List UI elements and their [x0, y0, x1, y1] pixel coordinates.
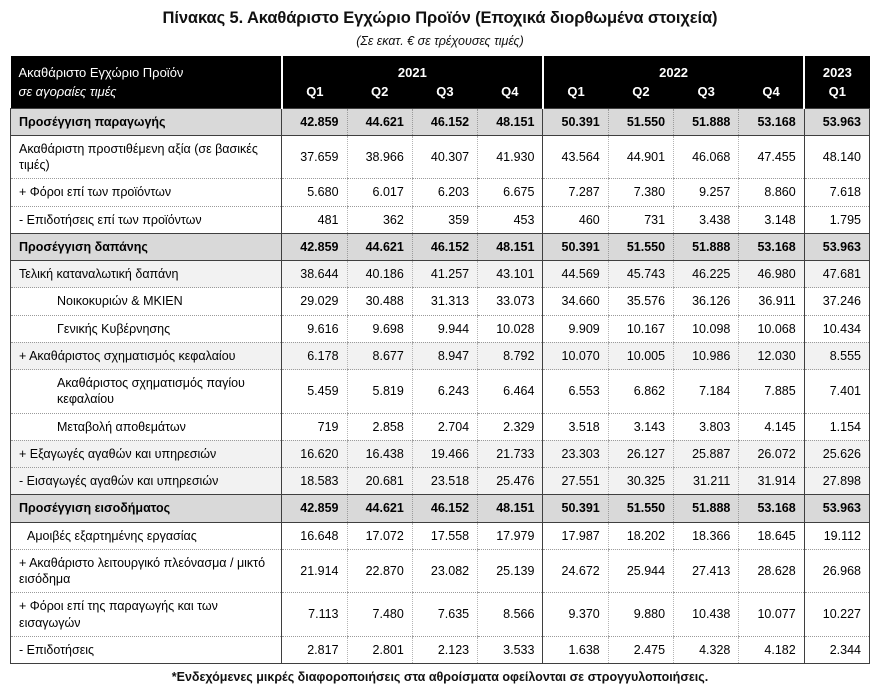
cell-value: 44.569 [543, 261, 608, 288]
page-title: Πίνακας 5. Ακαθάριστο Εγχώριο Προϊόν (Εποχικά διορθωμένα στοιχεία) [162, 9, 718, 27]
cell-value: 2.858 [347, 413, 412, 440]
table-row [11, 495, 870, 522]
cell-value: 42.859 [282, 233, 347, 260]
cell-value: 8.860 [739, 179, 804, 206]
cell-value: 10.005 [608, 342, 673, 369]
cell-value: 26.072 [739, 440, 804, 467]
cell-value: 4.145 [739, 413, 804, 440]
cell-value: 7.287 [543, 179, 608, 206]
page-subtitle: (Σε εκατ. € σε τρέχουσες τιμές) [356, 34, 524, 48]
cell-value: 51.550 [608, 495, 673, 522]
cell-value: 51.550 [608, 233, 673, 260]
cell-value: 7.618 [804, 179, 869, 206]
table-row [11, 549, 870, 593]
cell-value: 48.151 [478, 233, 543, 260]
cell-value: 21.914 [282, 549, 347, 593]
row-label: Αμοιβές εξαρτημένης εργασίας [11, 522, 282, 549]
row-label: Ακαθάριστος σχηματισμός παγίου κεφαλαίου [11, 370, 282, 414]
cell-value: 51.888 [674, 108, 739, 135]
cell-value: 31.211 [674, 468, 739, 495]
row-label: Γενικής Κυβέρνησης [11, 315, 282, 342]
cell-value: 9.909 [543, 315, 608, 342]
header-row-quarters [11, 82, 870, 108]
cell-value: 6.178 [282, 342, 347, 369]
cell-value: 719 [282, 413, 347, 440]
cell-value: 44.621 [347, 495, 412, 522]
cell-value: 46.225 [674, 261, 739, 288]
table-header [11, 56, 870, 108]
header-q-2021-q4: Q4 [478, 82, 543, 108]
cell-value: 6.553 [543, 370, 608, 414]
table-row [11, 370, 870, 414]
cell-value: 8.566 [478, 593, 543, 637]
cell-value: 45.743 [608, 261, 673, 288]
cell-value: 19.112 [804, 522, 869, 549]
row-label: Προσέγγιση παραγωγής [11, 108, 282, 135]
header-q-2022-q1: Q1 [543, 82, 608, 108]
cell-value: 3.438 [674, 206, 739, 233]
cell-value: 10.077 [739, 593, 804, 637]
cell-value: 2.475 [608, 636, 673, 663]
cell-value: 28.628 [739, 549, 804, 593]
cell-value: 25.626 [804, 440, 869, 467]
row-label: Μεταβολή αποθεμάτων [11, 413, 282, 440]
cell-value: 2.704 [412, 413, 477, 440]
cell-value: 481 [282, 206, 347, 233]
header-title-line1: Ακαθάριστο Εγχώριο Προϊόν [11, 56, 282, 82]
cell-value: 16.438 [347, 440, 412, 467]
cell-value: 43.101 [478, 261, 543, 288]
cell-value: 8.792 [478, 342, 543, 369]
cell-value: 34.660 [543, 288, 608, 315]
cell-value: 1.795 [804, 206, 869, 233]
cell-value: 359 [412, 206, 477, 233]
cell-value: 53.963 [804, 108, 869, 135]
cell-value: 10.227 [804, 593, 869, 637]
table-row [11, 413, 870, 440]
cell-value: 23.518 [412, 468, 477, 495]
cell-value: 27.551 [543, 468, 608, 495]
cell-value: 4.182 [739, 636, 804, 663]
cell-value: 6.675 [478, 179, 543, 206]
cell-value: 25.139 [478, 549, 543, 593]
cell-value: 731 [608, 206, 673, 233]
cell-value: 10.068 [739, 315, 804, 342]
cell-value: 6.243 [412, 370, 477, 414]
cell-value: 7.184 [674, 370, 739, 414]
row-label: Νοικοκυριών & ΜΚΙΕΝ [11, 288, 282, 315]
cell-value: 18.583 [282, 468, 347, 495]
cell-value: 3.148 [739, 206, 804, 233]
header-q-2022-q3: Q3 [674, 82, 739, 108]
cell-value: 16.620 [282, 440, 347, 467]
cell-value: 26.127 [608, 440, 673, 467]
cell-value: 25.476 [478, 468, 543, 495]
cell-value: 43.564 [543, 135, 608, 179]
cell-value: 8.947 [412, 342, 477, 369]
cell-value: 25.887 [674, 440, 739, 467]
row-label: - Επιδοτήσεις επί των προϊόντων [11, 206, 282, 233]
cell-value: 17.979 [478, 522, 543, 549]
cell-value: 3.143 [608, 413, 673, 440]
cell-value: 38.966 [347, 135, 412, 179]
cell-value: 460 [543, 206, 608, 233]
table-row [11, 288, 870, 315]
table-row [11, 108, 870, 135]
cell-value: 10.098 [674, 315, 739, 342]
row-label: Προσέγγιση εισοδήματος [11, 495, 282, 522]
header-q-2023-q1: Q1 [804, 82, 869, 108]
table-row [11, 261, 870, 288]
header-year-2023: 2023 [804, 56, 869, 82]
cell-value: 50.391 [543, 108, 608, 135]
table-row [11, 342, 870, 369]
cell-value: 9.698 [347, 315, 412, 342]
cell-value: 6.464 [478, 370, 543, 414]
row-label: - Εισαγωγές αγαθών και υπηρεσιών [11, 468, 282, 495]
cell-value: 3.803 [674, 413, 739, 440]
cell-value: 44.901 [608, 135, 673, 179]
cell-value: 46.980 [739, 261, 804, 288]
cell-value: 7.885 [739, 370, 804, 414]
cell-value: 8.677 [347, 342, 412, 369]
cell-value: 36.911 [739, 288, 804, 315]
row-label: + Ακαθάριστο λειτουργικό πλεόνασμα / μικτό εισόδημα [11, 549, 282, 593]
cell-value: 22.870 [347, 549, 412, 593]
cell-value: 29.029 [282, 288, 347, 315]
cell-value: 23.303 [543, 440, 608, 467]
header-q-2021-q1: Q1 [282, 82, 347, 108]
cell-value: 33.073 [478, 288, 543, 315]
cell-value: 31.313 [412, 288, 477, 315]
header-row-years [11, 56, 870, 82]
table-row [11, 179, 870, 206]
cell-value: 48.151 [478, 108, 543, 135]
cell-value: 18.366 [674, 522, 739, 549]
cell-value: 40.307 [412, 135, 477, 179]
row-label: Τελική καταναλωτική δαπάνη [11, 261, 282, 288]
cell-value: 38.644 [282, 261, 347, 288]
cell-value: 48.151 [478, 495, 543, 522]
cell-value: 4.328 [674, 636, 739, 663]
cell-value: 362 [347, 206, 412, 233]
cell-value: 3.518 [543, 413, 608, 440]
cell-value: 7.635 [412, 593, 477, 637]
cell-value: 24.672 [543, 549, 608, 593]
header-q-2022-q4: Q4 [739, 82, 804, 108]
table-row [11, 135, 870, 179]
cell-value: 48.140 [804, 135, 869, 179]
row-label: - Επιδοτήσεις [11, 636, 282, 663]
table-footnote: *Ενδεχόμενες μικρές διαφοροποιήσεις στα αθροίσματα οφείλονται σε στρογγυλοποιήσεις. [171, 670, 709, 684]
cell-value: 42.859 [282, 495, 347, 522]
cell-value: 10.167 [608, 315, 673, 342]
cell-value: 36.126 [674, 288, 739, 315]
cell-value: 10.438 [674, 593, 739, 637]
cell-value: 18.202 [608, 522, 673, 549]
cell-value: 35.576 [608, 288, 673, 315]
header-title-line2: σε αγοραίες τιμές [11, 82, 282, 108]
cell-value: 3.533 [478, 636, 543, 663]
cell-value: 46.068 [674, 135, 739, 179]
cell-value: 21.733 [478, 440, 543, 467]
cell-value: 27.413 [674, 549, 739, 593]
cell-value: 47.455 [739, 135, 804, 179]
cell-value: 30.325 [608, 468, 673, 495]
cell-value: 53.168 [739, 108, 804, 135]
cell-value: 51.888 [674, 233, 739, 260]
cell-value: 17.987 [543, 522, 608, 549]
cell-value: 6.862 [608, 370, 673, 414]
cell-value: 9.616 [282, 315, 347, 342]
row-label: + Φόροι επί των προϊόντων [11, 179, 282, 206]
cell-value: 7.401 [804, 370, 869, 414]
cell-value: 53.963 [804, 495, 869, 522]
cell-value: 9.370 [543, 593, 608, 637]
table-row [11, 440, 870, 467]
table-row [11, 315, 870, 342]
header-q-2022-q2: Q2 [608, 82, 673, 108]
cell-value: 31.914 [739, 468, 804, 495]
row-label: Ακαθάριστη προστιθέμενη αξία (σε βασικές τιμές) [11, 135, 282, 179]
cell-value: 23.082 [412, 549, 477, 593]
table-body [11, 108, 870, 664]
cell-value: 41.930 [478, 135, 543, 179]
cell-value: 2.123 [412, 636, 477, 663]
cell-value: 10.434 [804, 315, 869, 342]
cell-value: 44.621 [347, 108, 412, 135]
row-label: + Ακαθάριστος σχηματισμός κεφαλαίου [11, 342, 282, 369]
cell-value: 26.968 [804, 549, 869, 593]
cell-value: 51.550 [608, 108, 673, 135]
cell-value: 30.488 [347, 288, 412, 315]
cell-value: 51.888 [674, 495, 739, 522]
row-label: Προσέγγιση δαπάνης [11, 233, 282, 260]
cell-value: 19.466 [412, 440, 477, 467]
cell-value: 9.944 [412, 315, 477, 342]
cell-value: 7.480 [347, 593, 412, 637]
cell-value: 9.880 [608, 593, 673, 637]
row-label: + Εξαγωγές αγαθών και υπηρεσιών [11, 440, 282, 467]
cell-value: 5.459 [282, 370, 347, 414]
table-row [11, 206, 870, 233]
cell-value: 53.168 [739, 495, 804, 522]
table-row [11, 522, 870, 549]
row-label: + Φόροι επί της παραγωγής και των εισαγωγών [11, 593, 282, 637]
cell-value: 42.859 [282, 108, 347, 135]
cell-value: 8.555 [804, 342, 869, 369]
table-container [0, 56, 880, 664]
cell-value: 20.681 [347, 468, 412, 495]
cell-value: 46.152 [412, 233, 477, 260]
cell-value: 1.638 [543, 636, 608, 663]
cell-value: 12.030 [739, 342, 804, 369]
cell-value: 10.070 [543, 342, 608, 369]
cell-value: 10.986 [674, 342, 739, 369]
header-year-2022: 2022 [543, 56, 804, 82]
cell-value: 6.203 [412, 179, 477, 206]
cell-value: 2.329 [478, 413, 543, 440]
cell-value: 2.344 [804, 636, 869, 663]
cell-value: 18.645 [739, 522, 804, 549]
cell-value: 17.558 [412, 522, 477, 549]
cell-value: 46.152 [412, 108, 477, 135]
cell-value: 453 [478, 206, 543, 233]
cell-value: 37.246 [804, 288, 869, 315]
cell-value: 27.898 [804, 468, 869, 495]
cell-value: 25.944 [608, 549, 673, 593]
cell-value: 16.648 [282, 522, 347, 549]
cell-value: 1.154 [804, 413, 869, 440]
cell-value: 5.680 [282, 179, 347, 206]
cell-value: 5.819 [347, 370, 412, 414]
header-q-2021-q3: Q3 [412, 82, 477, 108]
cell-value: 17.072 [347, 522, 412, 549]
cell-value: 2.817 [282, 636, 347, 663]
cell-value: 53.963 [804, 233, 869, 260]
cell-value: 50.391 [543, 233, 608, 260]
cell-value: 40.186 [347, 261, 412, 288]
cell-value: 6.017 [347, 179, 412, 206]
cell-value: 7.380 [608, 179, 673, 206]
table-row [11, 636, 870, 663]
cell-value: 9.257 [674, 179, 739, 206]
table-row [11, 593, 870, 637]
cell-value: 50.391 [543, 495, 608, 522]
cell-value: 7.113 [282, 593, 347, 637]
table-row [11, 468, 870, 495]
header-q-2021-q2: Q2 [347, 82, 412, 108]
table-row [11, 233, 870, 260]
cell-value: 44.621 [347, 233, 412, 260]
cell-value: 53.168 [739, 233, 804, 260]
cell-value: 46.152 [412, 495, 477, 522]
cell-value: 41.257 [412, 261, 477, 288]
cell-value: 37.659 [282, 135, 347, 179]
cell-value: 10.028 [478, 315, 543, 342]
header-year-2021: 2021 [282, 56, 543, 82]
cell-value: 47.681 [804, 261, 869, 288]
cell-value: 2.801 [347, 636, 412, 663]
gdp-table [10, 56, 870, 664]
